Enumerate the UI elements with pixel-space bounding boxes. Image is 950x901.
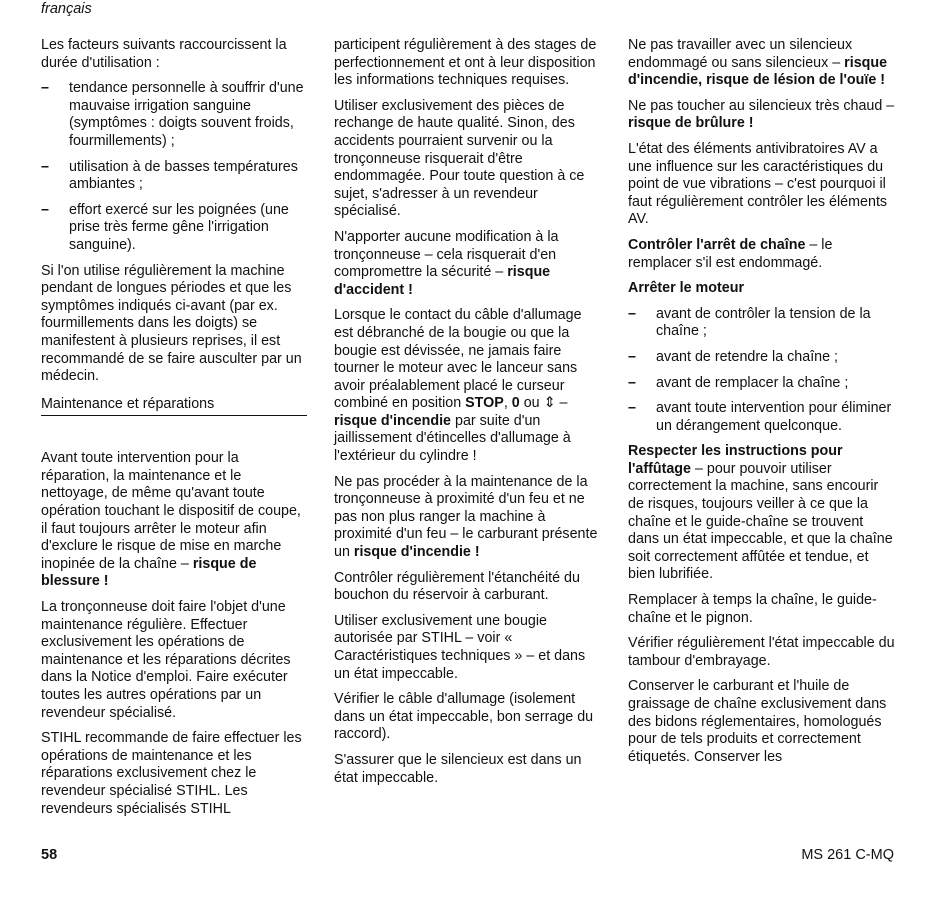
paragraph: Remplacer à temps la chaîne, le guide-chaîne et le pignon. [628,592,877,626]
zero-label: 0 [511,395,520,412]
factor-list [41,80,307,254]
paragraph: Contrôler régulièrement l'étanchéité du bouchon du réservoir à carburant. [334,569,580,604]
warning-text: risque de blessure ! [41,555,257,590]
paragraph: Conserver le carburant et l'huile de graissage de chaîne exclusivement dans des bidons réglementaires, homologués pour de tels produits et correctement étiquetés. Conserver les [628,678,887,765]
warning-text: risque d'incendie ! [353,544,480,561]
paragraph: Vérifier le câble d'allumage (isolement dans un état impeccable, bon serrage du raccord). [334,691,594,743]
bold-lead: Respecter les instructions pour l'affûtage [628,443,843,477]
paragraph: Si l'on utilise régulièrement la machine pendant de longues périodes et que les symptômes indiqués ci-avant (par ex. fourmillements dans les doigts) se manifestent à plusieurs reprises, il est recommandé de se faire ausculter par un médecin. [41,262,302,385]
paragraph-text: Ne pas procéder à la maintenance de la tronçonneuse à proximité d'un feu et ne pas non plus ranger la machine à proximité d'un feu – le carburant présente un [334,473,598,561]
list-item: – avant de contrôler la tension de la chaîne ; [628,306,896,341]
paragraph-text: ou [519,395,544,412]
paragraph-text: , [503,395,512,412]
paragraph: Vérifier régulièrement l'état impeccable du tambour d'embrayage. [628,635,895,669]
paragraph: STIHL recommande de faire effectuer les opérations de maintenance et les réparations exclusivement chez le revendeur spécialisé STIHL. Les revendeurs spécialisés STIHL [41,730,302,817]
paragraph-text: Lorsque le contact du câble d'allumage est débranché de la bougie ou que la bougie est dévissée, ne jamais faire tourner le moteur avec le lanceur sans avoir préalablement placé le curseur combiné en position [334,307,582,412]
paragraph [628,443,896,584]
warning-text: risque d'incendie, risque de lésion de l'ouïe ! [628,54,888,89]
paragraph [41,450,307,591]
stop-symbol-icon: ⇕ [543,395,556,412]
paragraph [334,307,600,465]
model-name: MS 261 C-MQ [801,847,894,863]
list-item: – tendance personnelle à souffrir d'une mauvaise irrigation sanguine (symptômes : doigts souvent froids, fourmillements) ; [41,80,307,150]
paragraph-text: par suite d'un jaillissement d'étincelles d'allumage à l'extérieur du cylindre ! [334,412,571,465]
column-2 [334,37,600,795]
page-number: 58 [41,847,58,863]
column-3 [628,37,896,774]
paragraph-text: – le remplacer s'il est endommagé. [628,236,833,271]
paragraph [628,237,896,272]
paragraph: La tronçonneuse doit faire l'objet d'une maintenance régulière. Effectuer exclusivement les opérations de maintenance et les réparations décrites dans la Notice d'emploi. Faire exécuter toutes les autres opérations par un revendeur spécialisé. [41,599,291,721]
paragraph-text: Ne pas toucher au silencieux très chaud – [628,97,895,114]
stop-label: STOP [465,395,504,412]
paragraph [334,474,600,562]
paragraph-text: N'apporter aucune modification à la tronçonneuse – cela risquerait d'en compromettre la sécurité – [334,228,559,281]
stop-engine-list [628,306,896,436]
paragraph: participent régulièrement à des stages de perfectionnement et ont à leur disposition les informations techniques requises. [334,37,597,89]
list-item: – avant de retendre la chaîne ; [628,349,896,367]
warning-text: risque d'incendie [334,412,452,429]
list-item: – effort exercé sur les poignées (une prise très ferme gêne l'irrigation sanguine). [41,202,307,255]
paragraph-text: – [555,395,568,412]
column-1 [41,37,307,826]
language-label: français [41,1,92,17]
section-heading: Maintenance et réparations [41,396,307,417]
paragraph: Utiliser exclusivement des pièces de rechange de haute qualité. Sinon, des accidents pourraient survenir ou la tronçonneuse risquerait d'être endommagée. Pour toute question à ce sujet, s'adresser à un revendeur spécialisé. [334,97,585,220]
paragraph-text: Avant toute intervention pour la réparation, la maintenance et le nettoyage, de même qu'avant toute opération touchant le dispositif de coupe, il faut toujours arrêter le moteur afin d'exclure le risque de mise en marche inopinée de la chaîne – [41,450,301,572]
list-item: – avant de remplacer la chaîne ; [628,375,896,393]
paragraph-text: – pour pouvoir utiliser correctement la machine, sans encourir de risques, toujours veiller à ce que la chaîne et le guide-chaîne se trouvent dans un état impeccable, et que la chaîne soit correctement affûtée et tendue, et bien lubrifiée. [628,460,893,583]
list-item: – utilisation à de basses températures ambiantes ; [41,159,307,194]
list-item: – avant toute intervention pour éliminer un dérangement quelconque. [628,400,896,435]
paragraph [628,37,896,90]
warning-text: risque de brûlure ! [628,115,754,132]
warning-text: risque d'accident ! [334,264,551,298]
paragraph: Les facteurs suivants raccourcissent la durée d'utilisation : [41,37,287,71]
paragraph: L'état des éléments antivibratoires AV a une influence sur les caractéristiques du point de vue vibrations – c'est pourquoi il faut régulièrement contrôler les éléments AV. [628,140,888,228]
paragraph: Utiliser exclusivement une bougie autorisée par STIHL – voir « Caractéristiques techniques » – et dans un état impeccable. [334,612,586,682]
paragraph-text: Ne pas travailler avec un silencieux endommagé ou sans silencieux – [628,37,853,71]
paragraph: S'assurer que le silencieux est dans un état impeccable. [334,751,582,786]
stop-engine-heading: Arrêter le moteur [628,280,745,297]
paragraph [628,98,896,133]
paragraph [334,229,600,299]
bold-lead: Contrôler l'arrêt de chaîne [628,236,806,253]
